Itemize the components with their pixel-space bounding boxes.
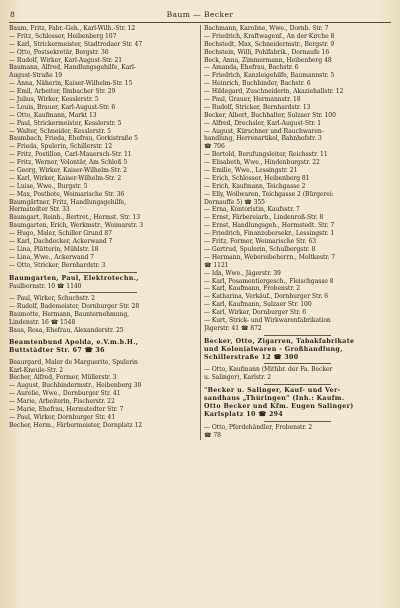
directory-entry: — Anna, Näherin, Kaiser-Wilhelm-Str. 15 — [9, 80, 133, 88]
directory-entry: Bachmann, Karoline, Wwe., Dornb. Str. 7 — [204, 25, 329, 32]
directory-entry: — Erich, Schlosser, Heibenberg 81 — [204, 174, 310, 182]
directory-entry: — Friedrich, Kanzleigehilfe, Baumannstr. 5 — [204, 72, 335, 80]
directory-entry: Beaurgard, Maler de Marguerite, Spulerin — [9, 358, 138, 366]
left-column — [9, 25, 201, 440]
directory-entry: — Fritz, Postillon, Carl-Mauersch-Str. 11 — [9, 151, 132, 159]
directory-entry: — Marie, Ehefrau, Hermstedter Str. 7 — [9, 405, 124, 413]
directory-entry: Faulbornstr. 10 ☎ 1140 — [9, 282, 82, 290]
directory-entry: — Erich, Kaufmann, Teichgasse 2 — [204, 182, 306, 190]
directory-entry: ☎ 706 — [204, 143, 225, 151]
directory-entry: Otto Becker und Kfm. Eugen Salinger) — [204, 402, 354, 410]
directory-entry: Dornauffe 5) ☎ 355 — [204, 198, 265, 206]
directory-entry: — Katharina, Verkäuf., Dornburger Str. 6 — [204, 293, 329, 301]
directory-entry: — Hugo, Maler, Schiller Grund 87 — [9, 230, 112, 238]
directory-entry: Baumotte, Hermann, Baunternehmung, — [9, 311, 130, 319]
directory-entry: Becher, Herm., Färbermeister, Dornplatz 12 — [9, 421, 143, 429]
directory-entry: — Kurt, Strick- und Wirkwarenfabrikation — [204, 316, 331, 324]
divider — [204, 419, 391, 424]
directory-entry: — Frieda, Spulerin, Schillerstr. 12 — [9, 143, 113, 151]
directory-entry: sandhaus „Thüringen" (Inh.: Kaufm. — [204, 395, 345, 403]
directory-entry: — Walter, Schneider, Kesslerstr. 5 — [9, 127, 111, 135]
directory-entry: Hermstedter Str. 33 — [9, 206, 70, 214]
directory-entry: Baumgart, Reinh., Bertret., Hermst. Str. 13 — [9, 214, 140, 222]
directory-entry: — Marie, Arbeiterin, Fischerstr. 22 — [9, 398, 115, 406]
directory-entry: Baumbach, Frieda, Ehefrau, Gorkistraße 5 — [9, 135, 138, 143]
directory-entry: — Karl, Strickermeister, Stadtrodaer Str. 47 — [9, 40, 143, 48]
directory-entry: — Amanda, Ehefrau, Bachstr. 6 — [204, 64, 299, 72]
directory-entry: — Georg, Wirker, Kaiser-Wilhelm-Str. 2 — [9, 167, 127, 175]
directory-entry: — Gertrud, Spulerin, Schulbergstr. 8 — [204, 245, 316, 253]
directory-entry: — Otto, Kaufmann, Markt 13 — [9, 111, 97, 119]
directory-entry: — Karl, Kaufmann, Sulzaer Str. 100 — [204, 301, 312, 309]
directory-entry: — Karl, Wirker, Kaiser-Wilhelm-Str. 2 — [9, 174, 122, 182]
directory-entry: — Ernst, Handlungsgeh., Hermstedt. Str. 7 — [204, 222, 335, 230]
directory-entry: — Rudolf, Wirker, Karl-August-Str. 21 — [9, 56, 123, 64]
directory-entry: — Paul, Wirker, Schuchstr. 2 — [9, 295, 95, 303]
directory-entry: — Hermann, Webereibeherrn., Moltkestr. 7 — [204, 253, 336, 261]
directory-entry: "Becker u. Salinger, Kauf- und Ver- — [204, 387, 341, 395]
page-title: Baum — Becker — [166, 10, 234, 19]
directory-entry: Baumgärtner, Fritz, Handlungsgehilfe, — [9, 198, 126, 206]
directory-entry: — Max, Postbote, Weimarische Str. 36 — [9, 190, 125, 198]
directory-entry: — Otto, Stricker, Bernhardstr. 3 — [9, 261, 106, 269]
directory-entry: — Otto, Pferdehändler, Frobenstr. 2 — [204, 423, 313, 431]
directory-entry: — Aurelie, Wwe., Dornburger Str. 41 — [9, 390, 121, 398]
directory-entry: — Friedrich, Kraftwagenf., An der Kirche 8 — [204, 32, 335, 40]
columns — [9, 25, 391, 440]
divider — [204, 361, 391, 366]
directory-entry: — Fritz, Schlosser, Heibenberg 107 — [9, 32, 117, 40]
directory-entry: Schillerstraße 12 ☎ 300 — [204, 353, 299, 361]
directory-entry: — Bertold, Berufungsleiter, Reichsstr. 11 — [204, 151, 328, 159]
directory-entry: Baumgarten, Paul, Elektrotechn., — [9, 274, 139, 282]
directory-entry: Becker, Otto, Zigarren, Tabakfabrikate — [204, 337, 355, 345]
directory-entry: Karlsplatz 10 ☎ 294 — [204, 410, 284, 418]
directory-entry: Baumgarten, Erich, Werkmstr., Weimarstr. 3 — [9, 222, 144, 230]
directory-entry: Bechstedt, Max, Schneidermstr., Bergstr. 9 — [204, 40, 335, 48]
directory-entry: — Ida, Wwe., Jägerstr. 39 — [204, 269, 281, 277]
directory-entry: ☎ 1121 — [204, 261, 229, 269]
directory-entry: — Friedrich, Finanzobersekr., Lessingstr. 1 — [204, 230, 335, 238]
directory-entry: — Paul, Strickermeister, Kesslerstr. 5 — [9, 119, 122, 127]
directory-entry: — Karl, Wirker, Dornburger Str. 6 — [204, 309, 307, 317]
directory-entry: — Rudolf, Bademeister, Dornburger Str. 28 — [9, 303, 140, 311]
directory-entry: Becker, Albert, Buchhalter, Sulzaer Str. 100 — [204, 111, 336, 119]
divider — [9, 290, 197, 295]
directory-entry: — Fritz, Former, Weimarische Str. 63 — [204, 238, 317, 246]
directory-entry: — Lina, Plätterin, Mühlstr. 18 — [9, 245, 99, 253]
directory-entry: — Hildegard, Zuschneiderin, Akaziehallstr. 12 — [204, 88, 344, 96]
directory-entry: u. Salinger), Karlstr. 2 — [204, 374, 271, 382]
directory-entry: August-Straße 19 — [9, 72, 63, 80]
page-number: 8 — [10, 10, 15, 19]
directory-entry: und Kolonialwaren - Großhandlung, — [204, 345, 343, 353]
directory-entry: Buttstädter Str. 67 ☎ 36 — [9, 346, 105, 354]
directory-entry: — Paul, Wirker, Dornburger Str. 41 — [9, 413, 116, 421]
directory-entry: Beck, Anna, Zimmermann, Heibenberg 48 — [204, 56, 332, 64]
divider — [9, 270, 197, 275]
right-column — [204, 25, 391, 440]
directory-entry: Baus, Rosa, Ehefrau, Alexanderstr. 25 — [9, 326, 124, 334]
directory-entry: ☎ 78 — [204, 431, 221, 439]
directory-entry: Karl-Kneule-Str. 2 — [9, 366, 64, 374]
directory-entry: — Karl, Kaufmann, Frobenstr. 2 — [204, 285, 301, 293]
directory-entry: Jägerstr. 41 ☎ 872 — [204, 324, 262, 332]
directory-entry: — Rudolf, Stricker, Bernhardstr. 13 — [204, 103, 311, 111]
divider — [204, 382, 391, 387]
divider — [204, 333, 391, 338]
directory-entry: handlung, Herrenartikel, Bahnhofstr. 3 — [204, 135, 322, 143]
directory-entry: Lindenstr. 16 ☎ 1548 — [9, 319, 76, 327]
directory-entry: — Lina, Wwe., Ackerwand 7 — [9, 253, 94, 261]
directory-entry: Baum, Fritz, Fabr.-Geh., Karl-Wilh.-Str. 12 — [9, 25, 136, 32]
directory-entry: — Ernst, Färbereiarb., Lindenroß-Str. 8 — [204, 214, 324, 222]
directory-entry: — Karl, Dachdecker, Ackerwand 7 — [9, 238, 113, 246]
directory-entry: — Emil, Arbeiter, Ilmbacher Str. 29 — [9, 88, 116, 96]
directory-entry: — Elisabeth, Wwe., Hindenburgstr. 22 — [204, 159, 320, 167]
directory-entry: — Paul, Grauer, Hermannstr. 18 — [204, 96, 301, 104]
directory-entry: — Julius, Wirker, Kesslerstr. 5 — [9, 96, 99, 104]
directory-entry: — August, Kürschner und Rauchwaren- — [204, 127, 324, 135]
directory-entry: Bechstein, Willi, Pohlfabrik., Dornaufe 16 — [204, 48, 330, 56]
directory-entry: — Heinrich, Buchbinder, Bachstr. 6 — [204, 80, 311, 88]
directory-entry: — Otto, Postsekretär, Bergstr. 36 — [9, 48, 109, 56]
directory-entry: — Alfred, Drechsler, Karl-August-Str. 1 — [204, 119, 322, 127]
directory-entry: — Erna, Kontoristin, Kaufsstr. 7 — [204, 206, 300, 214]
page-header — [9, 8, 391, 23]
directory-entry: — Louis, Brauer, Karl-August-Str. 6 — [9, 103, 116, 111]
directory-entry: — Elly, Wollwaren, Teichgasse 2 (Bürgerei: — [204, 190, 334, 198]
directory-entry: Becher, Alfred, Former, Müllerstr. 3 — [9, 374, 117, 382]
directory-entry: — Luise, Wwe., Burgstr. 5 — [9, 182, 88, 190]
directory-entry: Beamtenbund Apolda, e.V.m.b.H., — [9, 338, 139, 346]
directory-entry: — August, Buchbindermstr., Heibenberg 30 — [9, 382, 142, 390]
directory-entry: — Fritz, Werner, Volontär, Am Schloß 5 — [9, 159, 128, 167]
directory-entry: — Karl, Posamentiergesch., Fleischgasse 8 — [204, 277, 334, 285]
directory-entry: Baumann, Alfred, Handlungsgehilfe, Karl- — [9, 64, 136, 72]
directory-entry: — Otto, Kaufmann (Mithbr. der Fa. Becker — [204, 366, 333, 374]
directory-entry: — Emilie, Wwe., Lessingstr. 21 — [204, 167, 298, 175]
